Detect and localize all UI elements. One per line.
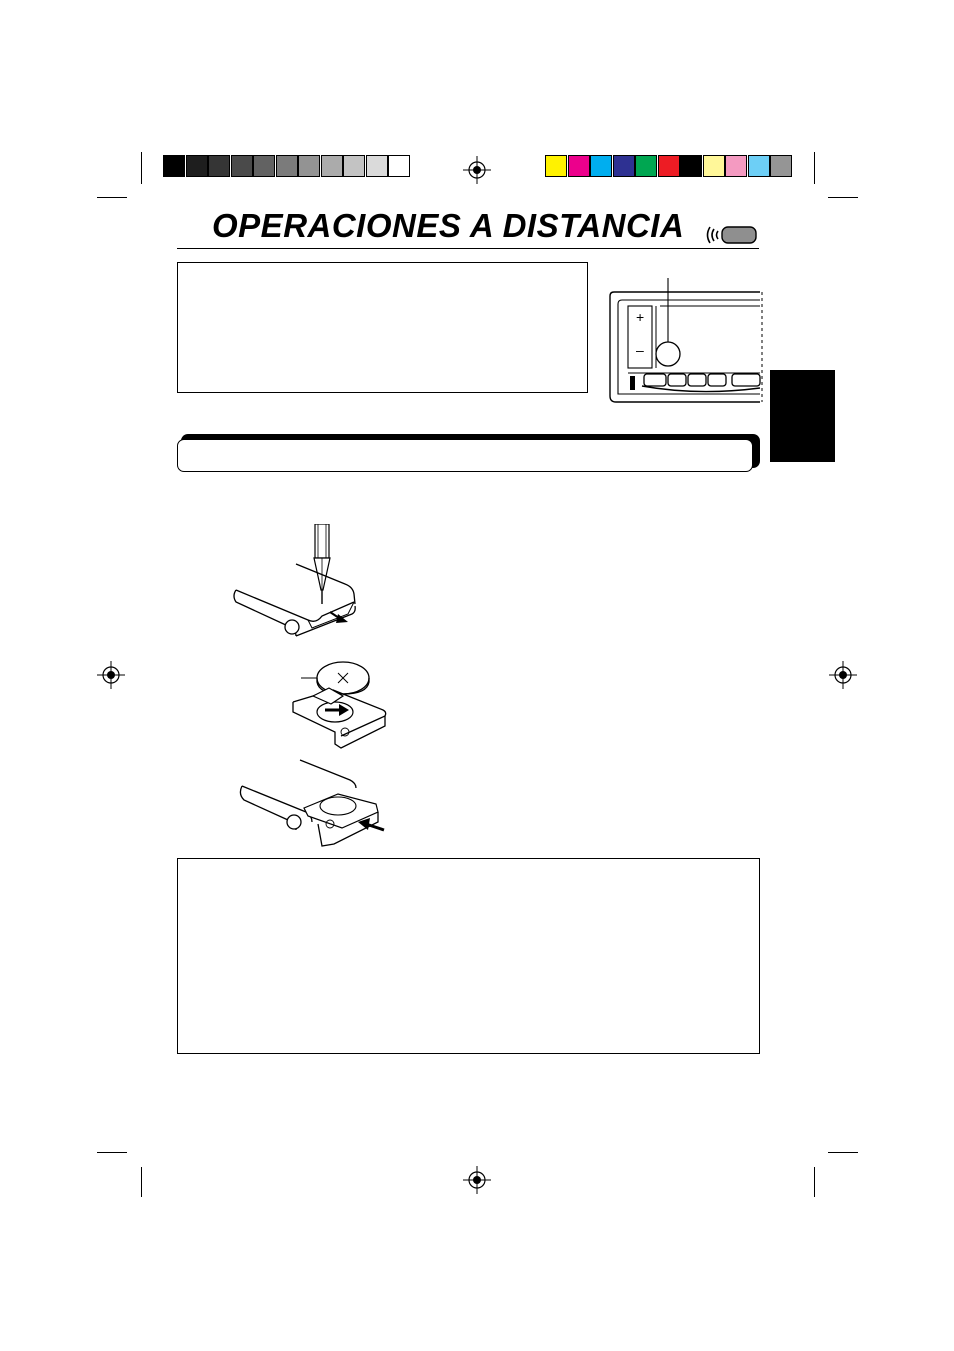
color-swatch [545,155,567,177]
title-underline [177,248,759,249]
color-swatch [208,155,230,177]
crop-mark [141,152,142,184]
color-swatch [658,155,680,177]
crop-mark [141,1167,142,1197]
color-swatch [276,155,298,177]
intro-box [177,262,588,393]
color-swatch [231,155,253,177]
unit-panel-illustration [608,278,764,406]
registration-target-icon [97,661,125,689]
page-title: OPERACIONES A DISTANCIA [212,207,685,244]
color-swatch [725,155,747,177]
color-swatch [703,155,725,177]
crop-mark [828,1152,858,1153]
battery-holder-close-illustration [238,758,386,850]
crop-mark [97,197,127,198]
language-side-tab [770,370,835,462]
color-swatch [770,155,792,177]
registration-target-icon [463,156,491,184]
color-swatch [613,155,635,177]
battery-holder-open-illustration [230,524,372,644]
crop-mark [814,152,815,184]
remote-signal-icon [704,222,758,248]
color-swatch [388,155,410,177]
section-header-bar [177,436,760,473]
color-swatch [186,155,208,177]
registration-target-icon [829,661,857,689]
color-swatch [680,155,702,177]
battery-insert-illustration [285,652,391,752]
notes-box [177,858,760,1054]
color-swatch [568,155,590,177]
crop-mark [828,197,858,198]
color-swatch [253,155,275,177]
color-swatch [163,155,185,177]
crop-mark [97,1152,127,1153]
color-swatch [321,155,343,177]
crop-mark [814,1167,815,1197]
color-swatch [590,155,612,177]
color-swatch [635,155,657,177]
color-swatch [748,155,770,177]
minus-button-label: – [636,342,644,358]
color-swatch [343,155,365,177]
color-swatch [366,155,388,177]
plus-button-label: + [636,309,645,325]
color-swatch [298,155,320,177]
registration-target-icon [463,1166,491,1194]
